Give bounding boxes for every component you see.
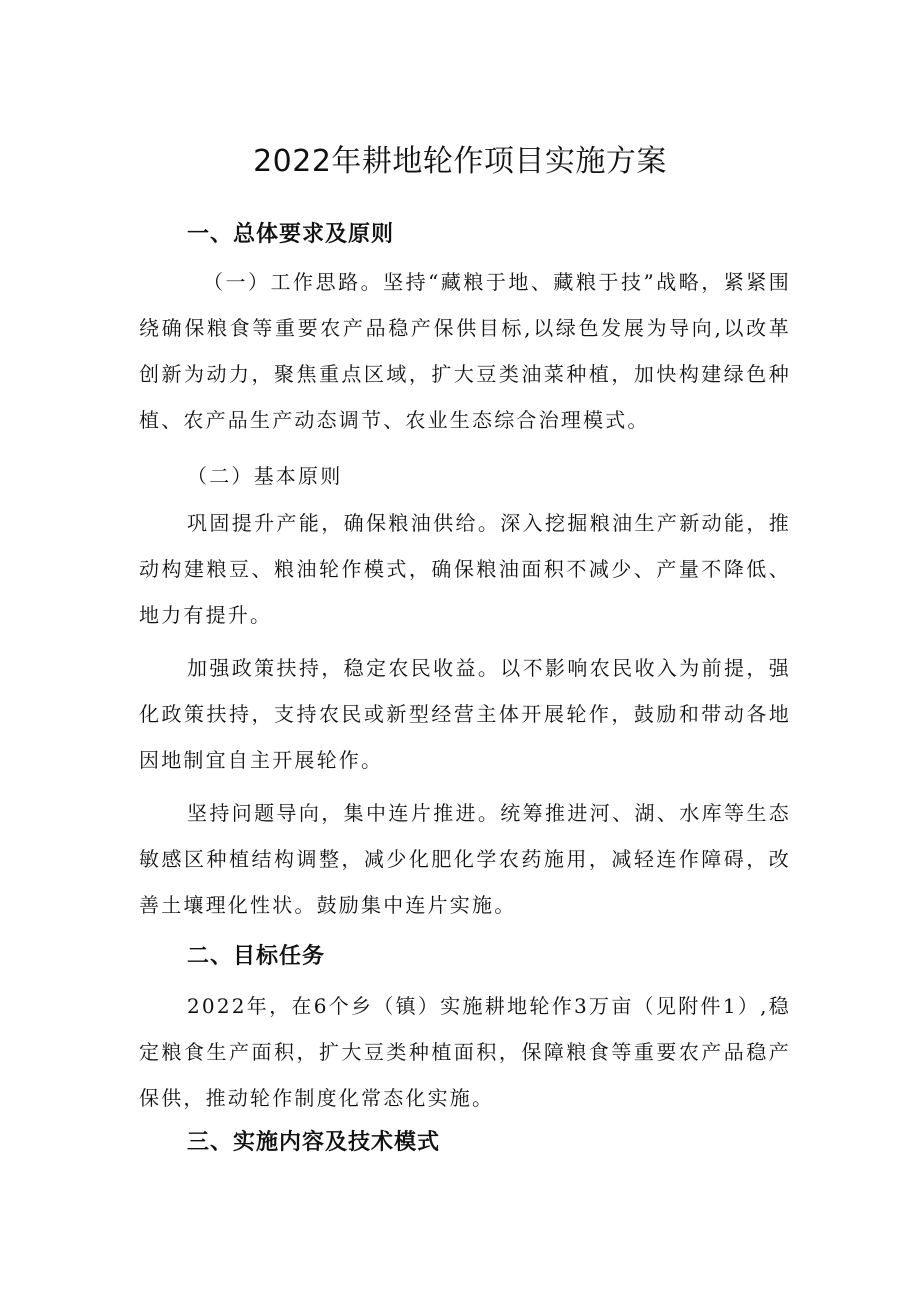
paragraph-principle-policy: 加强政策扶持，稳定农民收益。以不影响农民收入为前提，强化政策扶持，支持农民或新型经营主体开展轮作，鼓励和带动各地因地制宜自主开展轮作。	[139, 656, 791, 772]
paragraph-work-approach: （一）工作思路。坚持“藏粮于地、藏粮于技”战略，紧紧围绕确保粮食等重要农产品稳产保供目标,以绿色发展为导向,以改革创新为动力，聚焦重点区域，扩大豆类油菜种植，加快构建绿色种植、农产品生产动态调节、农业生态综合治理模式。	[139, 270, 791, 432]
page-title: 2022年耕地轮作项目实施方案	[253, 144, 667, 179]
paragraph-principle-capacity: 巩固提升产能，确保粮油供给。深入挖掘粮油生产新动能，推动构建粮豆、粮油轮作模式，确保粮油面积不减少、产量不降低、地力有提升。	[139, 511, 791, 627]
paragraph-principle-problem: 坚持问题导向，集中连片推进。统筹推进河、湖、水库等生态敏感区种植结构调整，减少化肥化学农药施用，减轻连作障碍，改善土壤理化性状。鼓励集中连片实施。	[139, 801, 791, 917]
section-heading-principles: 一、总体要求及原则	[187, 222, 395, 247]
paragraph-targets: 2022年，在6个乡（镇）实施耕地轮作3万亩（见附件1）,稳定粮食生产面积，扩大豆类种植面积，保障粮食等重要农产品稳产保供，推动轮作制度化常态化实施。	[139, 994, 791, 1110]
section-heading-targets: 二、目标任务	[187, 944, 326, 969]
subheading-basic-principles: （二）基本原则	[187, 464, 343, 488]
section-heading-implementation: 三、实施内容及技术模式	[187, 1130, 441, 1155]
